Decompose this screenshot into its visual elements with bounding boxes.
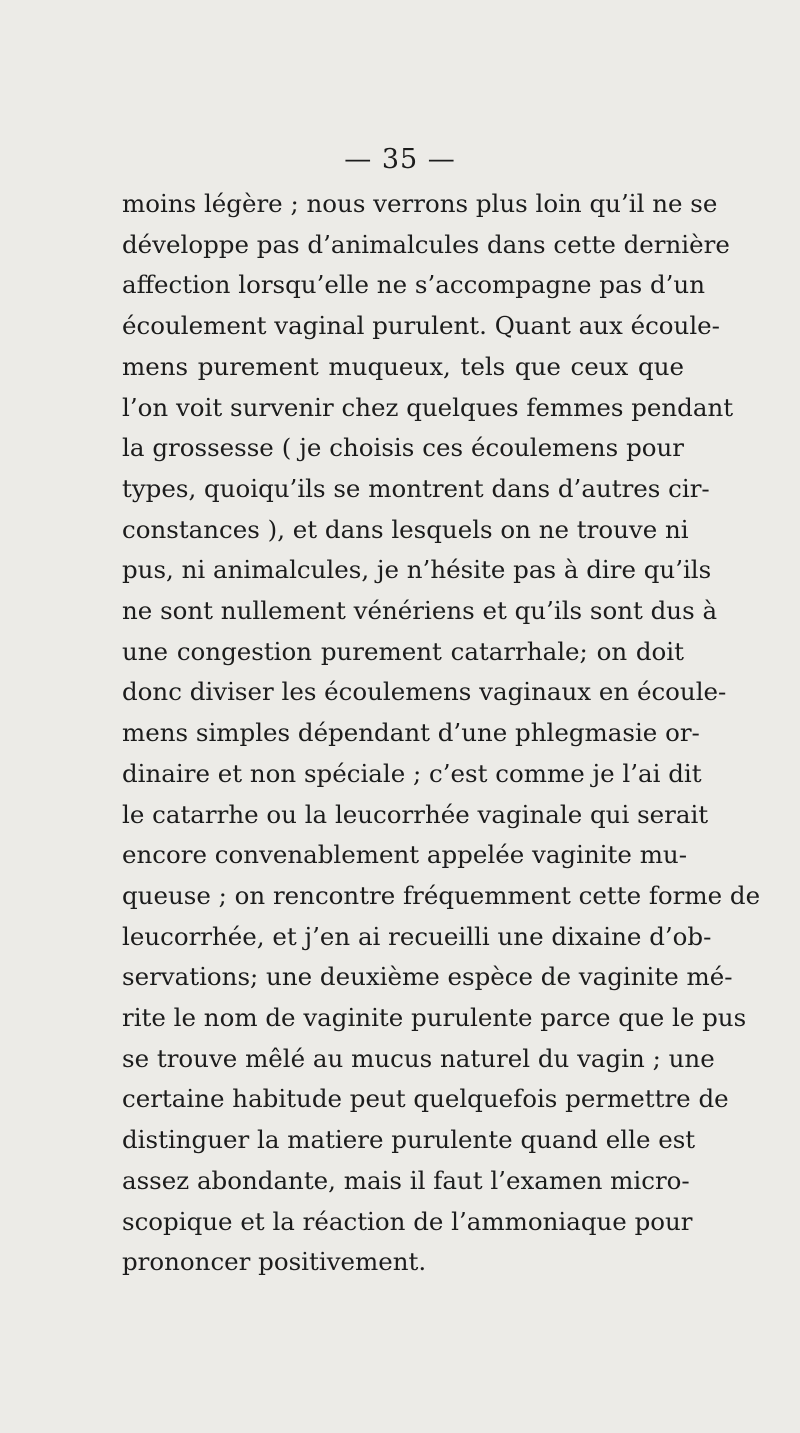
text-line: leucorrhée, et j’en ai recueilli une dixaine d’ob- <box>122 921 712 951</box>
text-line: moins légère ; nous verrons plus loin qu’il ne se <box>122 189 718 218</box>
text-line: constances ), et dans lesquels on ne trouve ni <box>122 514 689 544</box>
text-line: dinaire et non spéciale ; c’est comme je l’ai dit <box>122 758 702 788</box>
text-line: queuse ; on rencontre fréquemment cette forme de <box>122 880 761 910</box>
text-line: servations; une deuxième espèce de vaginite mé- <box>122 962 733 992</box>
text-line: l’on voit survenir chez quelques femmes pendant <box>122 392 734 422</box>
text-line: le catarrhe ou la leucorrhée vaginale qui serait <box>122 799 709 829</box>
text-line: certaine habitude peut quelquefois permettre de <box>122 1084 729 1114</box>
text-line: assez abondante, mais il faut l’examen micro- <box>122 1165 690 1195</box>
text-line: prononcer positivement. <box>122 1247 427 1277</box>
text-line: types, quoiqu’ils se montrent dans d’autres cir- <box>122 473 710 503</box>
text-line: pus, ni animalcules, je n’hésite pas à dire qu’ils <box>122 555 712 585</box>
text-line: encore convenablement appelée vaginite mu- <box>122 840 687 870</box>
page-number: — 35 — <box>344 144 456 175</box>
text-line: distinguer la matiere purulente quand elle est <box>122 1125 696 1155</box>
body-text <box>122 184 761 1283</box>
text-line: rite le nom de vaginite purulente parce que le pus <box>122 1003 747 1033</box>
text-line: affection lorsqu’elle ne s’accompagne pas d’un <box>122 270 705 300</box>
text-line: donc diviser les écoulemens vaginaux en écoule- <box>122 677 727 707</box>
text-line: écoulement vaginal purulent. Quant aux écoule- <box>122 311 720 341</box>
text-line: la grossesse ( je choisis ces écoulemens pour <box>122 433 684 463</box>
text-line: développe pas d’animalcules dans cette dernière <box>122 229 730 259</box>
text-line: mens simples dépendant d’une phlegmasie or- <box>122 718 700 748</box>
text-line: une congestion purement catarrhale; on doit <box>122 636 684 666</box>
text-line: se trouve mêlé au mucus naturel du vagin ; une <box>122 1043 715 1073</box>
text-line: mens purement muqueux, tels que ceux que <box>122 351 684 381</box>
text-line: scopique et la réaction de l’ammoniaque pour <box>122 1206 693 1236</box>
text-line: ne sont nullement vénériens et qu’ils sont dus à <box>122 596 718 626</box>
